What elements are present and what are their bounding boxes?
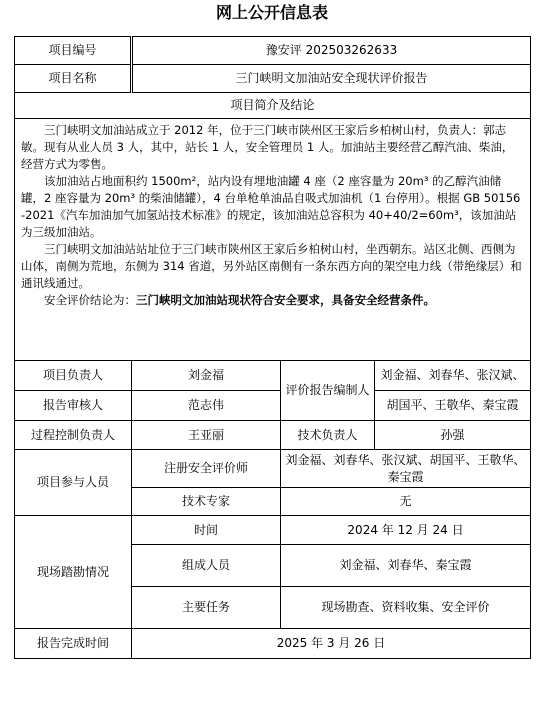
tech-leader-value: 孙强 (375, 421, 531, 450)
row-report-reviewer (15, 391, 531, 421)
site-survey-label: 现场踏勘情况 (15, 516, 132, 629)
tech-expert-value: 无 (281, 488, 531, 516)
project-no-label: 项目编号 (15, 37, 132, 65)
report-reviewer-label: 报告审核人 (15, 391, 132, 421)
summary-body (15, 119, 531, 361)
summary-paragraph: 该加油站占地面积约 1500m²，站内设有埋地油罐 4 座（2 座容量为 20m³ 的乙醇汽油储罐，2 座容量为 20m³ 的柴油储罐），4 台单枪单油品自吸式加油机（1 台停用）。根据 GB 50156-2021《汽车加油加气加氢站技术标准》的规定，该加油站总容积为 40+40/2=60m³，该加油站为三级加油站。 (21, 174, 521, 239)
row-registered-assessors (15, 450, 531, 488)
registered-assessors-label: 注册安全评价师 (132, 450, 281, 488)
survey-time-value: 2024 年 12 月 24 日 (281, 516, 531, 545)
process-control-value: 王亚丽 (132, 421, 281, 450)
project-leader-label: 项目负责人 (15, 361, 132, 391)
registered-assessors-value: 刘金福、刘春华、张汉斌、胡国平、王敬华、秦宝霞 (281, 450, 531, 488)
row-project-name (15, 65, 531, 93)
completion-time-value: 2025 年 3 月 26 日 (132, 629, 531, 659)
process-control-label: 过程控制负责人 (15, 421, 132, 450)
participants-label: 项目参与人员 (15, 450, 132, 516)
completion-time-label: 报告完成时间 (15, 629, 132, 659)
row-completion-time (15, 629, 531, 659)
project-name-value: 三门峡明文加油站安全现状评价报告 (132, 65, 531, 93)
tech-expert-label: 技术专家 (132, 488, 281, 516)
conclusion-text: 三门峡明文加油站现状符合安全要求，具备安全经营条件。 (136, 293, 435, 307)
report-writers-line1: 刘金福、刘春华、张汉斌、 (375, 361, 531, 391)
report-reviewer-value: 范志伟 (132, 391, 281, 421)
summary-paragraph: 三门峡明文加油站成立于 2012 年，位于三门峡市陕州区王家后乡柏树山村，负责人：郭志敏。现有从业人员 3 人，其中，站长 1 人，安全管理员 1 人。加油站主要经营乙醇汽油、柴油，经营方式为零售。 (21, 123, 514, 171)
survey-task-label: 主要任务 (132, 587, 281, 629)
project-leader-value: 刘金福 (132, 361, 281, 391)
row-summary-header (15, 93, 531, 119)
summary-header: 项目简介及结论 (15, 93, 531, 119)
row-summary-body (15, 119, 531, 361)
tech-leader-label: 技术负责人 (281, 421, 375, 450)
conclusion-prefix: 安全评价结论为： (44, 293, 136, 307)
report-writers-label: 评价报告编制人 (281, 361, 375, 421)
survey-time-label: 时间 (132, 516, 281, 545)
document-title: 网上公开信息表 (215, 3, 328, 22)
info-table (14, 36, 531, 659)
summary-paragraph: 三门峡明文加油站站址位于三门峡市陕州区王家后乡柏树山村，坐西朝东。站区北侧、西侧为山体，南侧为荒地，东侧为 314 省道，另外站区南侧有一条东西方向的架空电力线（带绝缘层）和通讯线通过。 (21, 242, 522, 290)
row-process-control (15, 421, 531, 450)
project-name-label: 项目名称 (15, 65, 132, 93)
survey-task-value: 现场勘查、资料收集、安全评价 (281, 587, 531, 629)
project-no-value: 豫安评 202503262633 (132, 37, 531, 65)
row-project-leader (15, 361, 531, 391)
report-writers-line2: 胡国平、王敬华、秦宝霞 (375, 391, 531, 421)
row-project-no (15, 37, 531, 65)
survey-members-value: 刘金福、刘春华、秦宝霞 (281, 545, 531, 587)
survey-members-label: 组成人员 (132, 545, 281, 587)
row-survey-time (15, 516, 531, 545)
conclusion-paragraph (21, 292, 524, 309)
